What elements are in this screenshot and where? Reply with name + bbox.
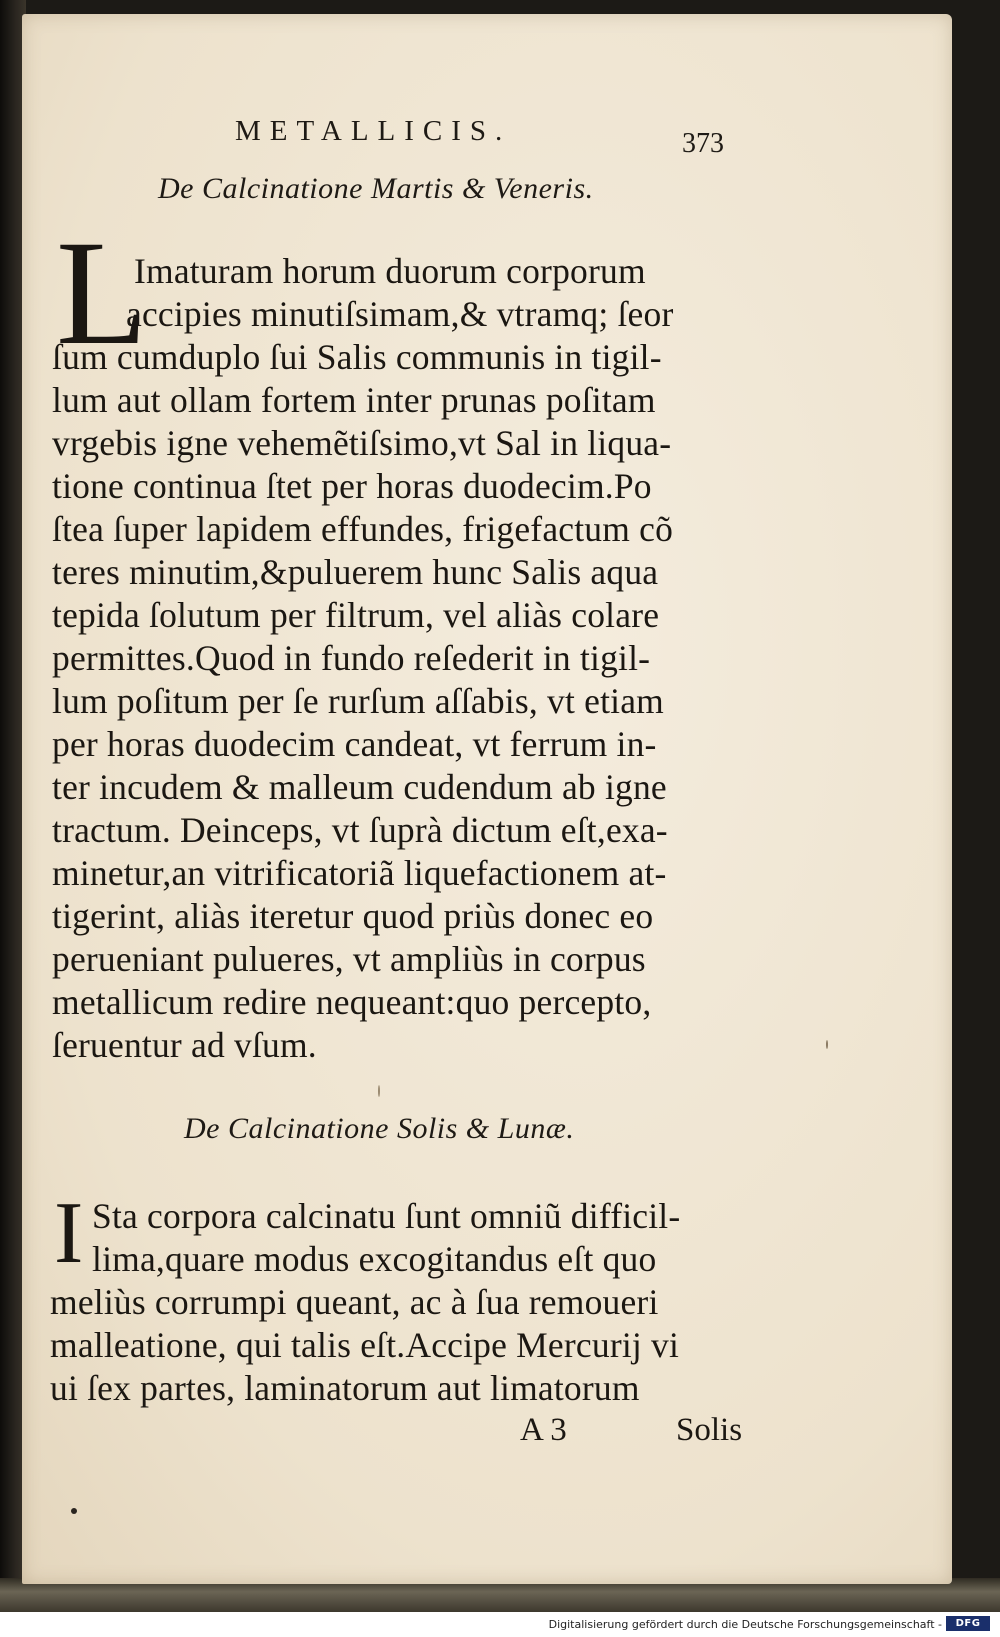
text-line: minetur,an vitrificatoriã liquefactionem at- [52, 853, 667, 893]
text-line: teres minutim,&puluerem hunc Salis aqua [52, 552, 659, 592]
text-line: metallicum redire nequeant:quo percepto, [52, 982, 652, 1022]
text-line: ui ſex partes, laminatorum aut limatorum [50, 1368, 640, 1408]
drop-initial-1: L [56, 210, 148, 376]
signature-mark: A 3 [520, 1412, 567, 1448]
ink-speck [378, 1085, 380, 1097]
text-line: tigerint, aliàs iteretur quod priùs donec eo [52, 896, 654, 936]
running-title: METALLICIS. [235, 115, 512, 147]
ink-speck [71, 1508, 77, 1514]
text-line: Imaturam horum duorum corporum [134, 251, 646, 291]
text-line: tepida ſolutum per filtrum, vel aliàs colare [52, 595, 660, 635]
text-line: per horas duodecim candeat, vt ferrum in- [52, 724, 657, 764]
text-line: ſeruentur ad vſum. [52, 1025, 317, 1065]
section-heading-1: De Calcinatione Martis & Veneris. [158, 172, 594, 205]
text-line: perueniant pulueres, vt ampliùs in corpus [52, 939, 646, 979]
text-line: permittes.Quod in fundo reſederit in tigil- [52, 638, 651, 678]
text-line: accipies minutiſsimam,& vtramq; ſeor [126, 294, 674, 334]
digitization-credit: Digitalisierung gefördert durch die Deutsche Forschungsgemeinschaft - [548, 1618, 942, 1631]
dfg-logo [946, 1616, 990, 1631]
text-line: ſtea ſuper lapidem effundes, frigefactum cõ [52, 509, 674, 549]
text-line: lum aut ollam fortem inter prunas poſitam [52, 380, 656, 420]
text-line: tione continua ſtet per horas duodecim.Po [52, 466, 652, 506]
section-heading-2: De Calcinatione Solis & Lunæ. [184, 1112, 575, 1145]
drop-initial-2: I [54, 1185, 84, 1282]
text-line: malleatione, qui talis eſt.Accipe Mercurij vi [50, 1325, 680, 1365]
text-line: meliùs corrumpi queant, ac à ſua remoueri [50, 1282, 659, 1322]
text-line: ſum cumduplo ſui Salis communis in tigil- [52, 337, 662, 377]
catchword: Solis [676, 1412, 743, 1448]
text-line: ter incudem & malleum cudendum ab igne [52, 767, 667, 807]
text-line: lima,quare modus excogitandus eſt quo [92, 1239, 657, 1279]
text-line: vrgebis igne vehemẽtiſsimo,vt Sal in liqua- [52, 423, 672, 463]
text-line: lum poſitum per ſe rurſum aſſabis, vt etiam [52, 681, 664, 721]
dfg-logo-text: DFG [955, 1618, 981, 1629]
text-line: tractum. Deinceps, vt ſuprà dictum eſt,exa- [52, 810, 668, 850]
ink-speck [826, 1040, 828, 1049]
page-number: 373 [682, 128, 724, 159]
text-line: Sta corpora calcinatu ſunt omniũ difficil- [92, 1196, 681, 1236]
